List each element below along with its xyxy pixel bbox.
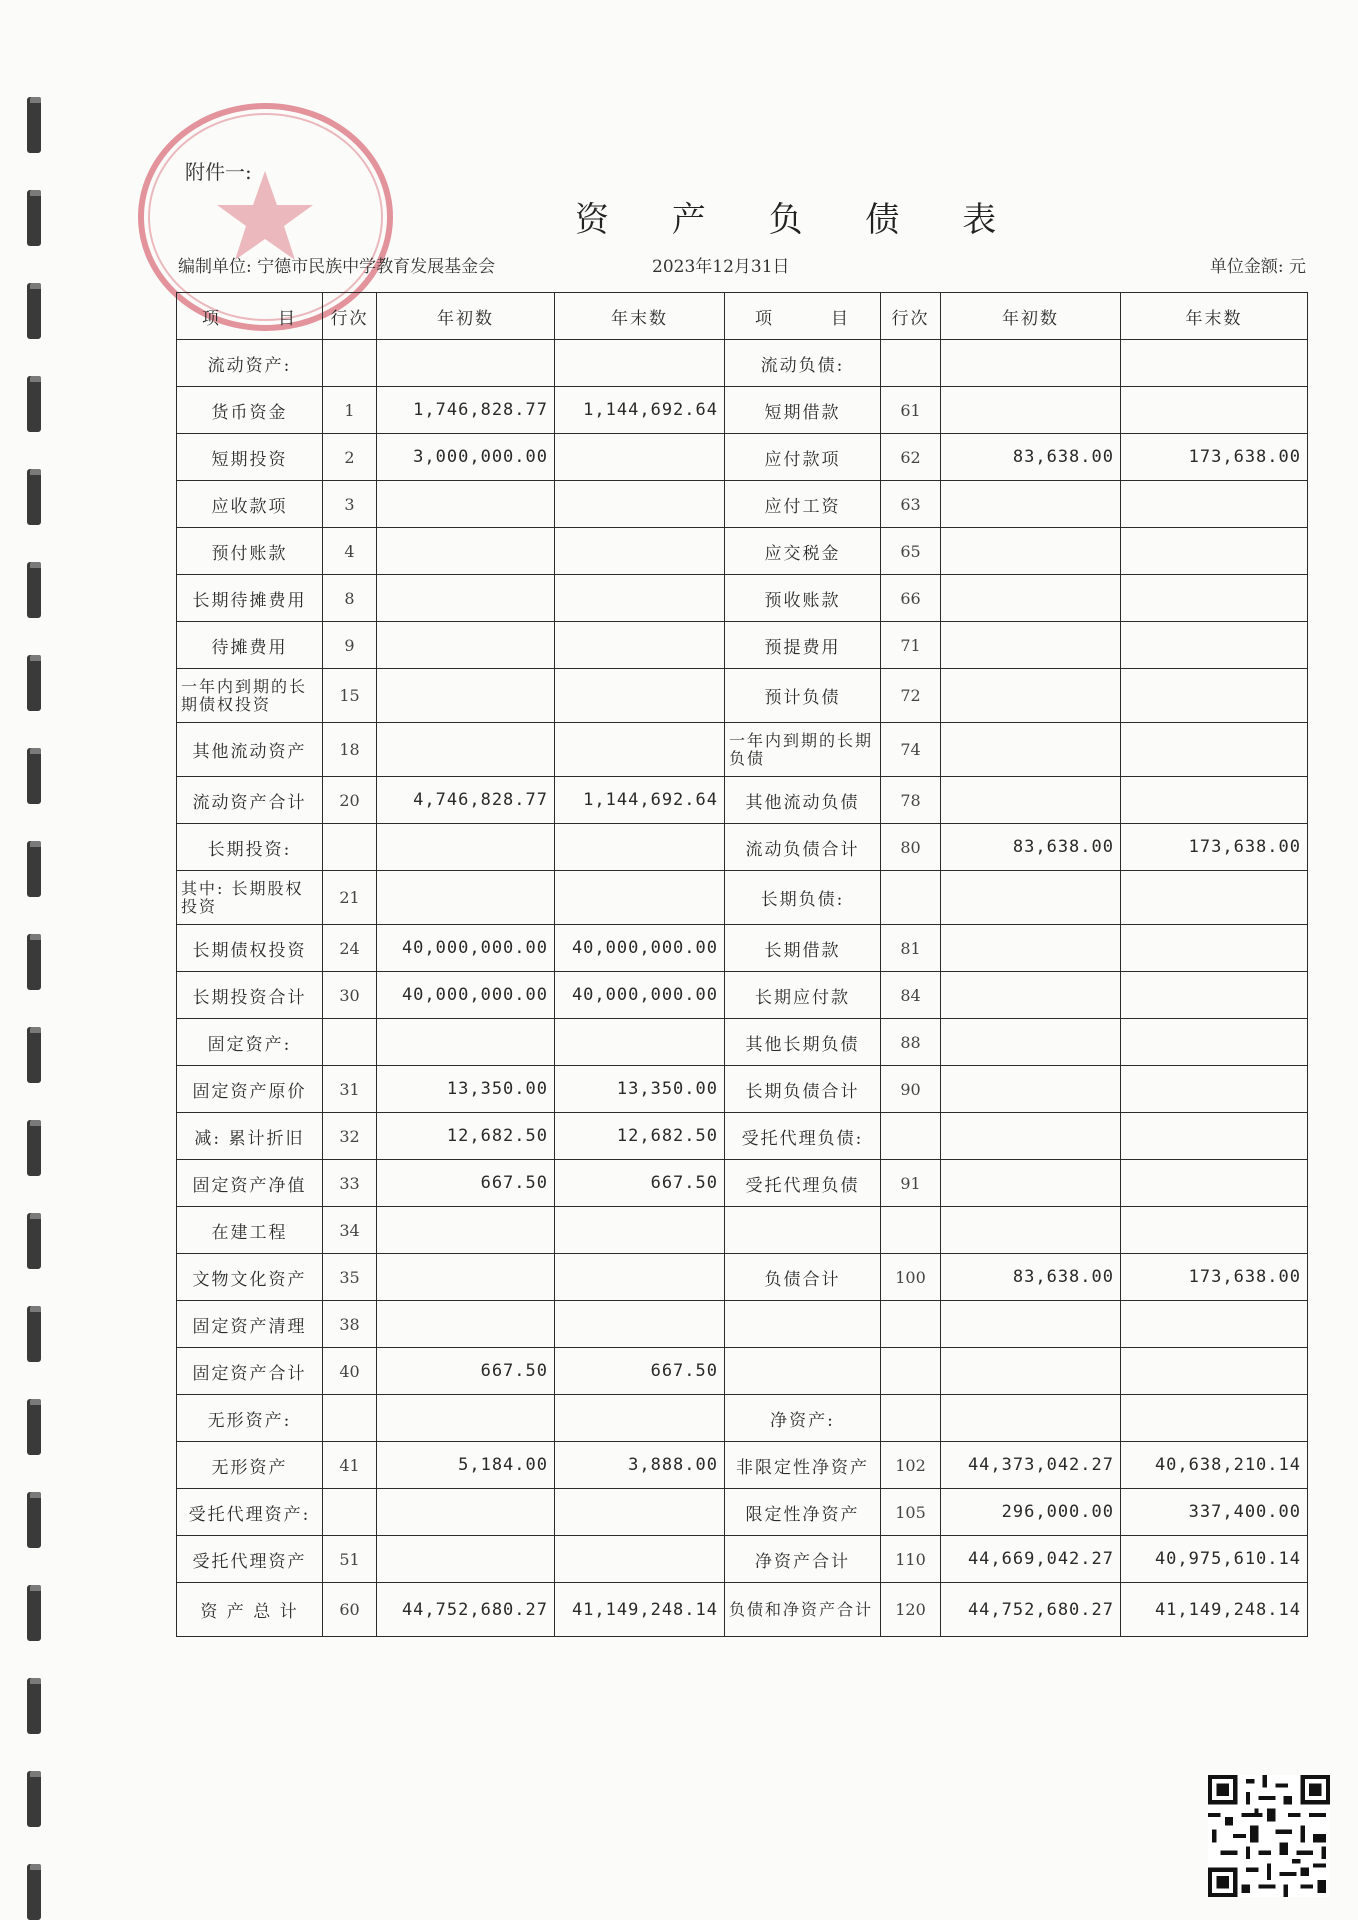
liability-line-no: 74 [881,723,941,777]
balance-sheet-table [176,292,1308,1637]
liability-end-balance [1121,972,1308,1019]
liability-end-balance [1121,622,1308,669]
liability-begin-balance [941,340,1121,387]
liability-item: 短期借款 [725,387,881,434]
liability-item: 应付工资 [725,481,881,528]
liability-begin-balance [941,1113,1121,1160]
liability-line-no: 71 [881,622,941,669]
asset-line-no: 15 [323,669,377,723]
asset-item: 长期待摊费用 [177,575,323,622]
binding-hole [27,934,41,990]
asset-end-balance: 667.50 [555,1348,725,1395]
asset-line-no: 3 [323,481,377,528]
liability-line-no: 81 [881,925,941,972]
asset-begin-balance [377,575,555,622]
asset-end-balance: 40,000,000.00 [555,972,725,1019]
asset-item: 待摊费用 [177,622,323,669]
binding-hole [27,562,41,618]
binding-hole [27,1492,41,1548]
liability-end-balance [1121,669,1308,723]
liability-line-no: 72 [881,669,941,723]
table-row [177,925,1308,972]
header-end-balance: 年末数 [555,293,725,340]
table-row [177,622,1308,669]
header-item: 项 目 [177,293,323,340]
asset-item: 长期债权投资 [177,925,323,972]
asset-item: 其他流动资产 [177,723,323,777]
header-line-no: 行次 [881,293,941,340]
liability-line-no [881,1113,941,1160]
asset-item: 一年内到期的长期债权投资 [177,669,323,723]
liability-begin-balance [941,1066,1121,1113]
table-row [177,723,1308,777]
table-row [177,1113,1308,1160]
liability-item: 应交税金 [725,528,881,575]
liability-begin-balance [941,871,1121,925]
liability-item: 预计负债 [725,669,881,723]
liability-item: 一年内到期的长期负债 [725,723,881,777]
asset-item: 其中: 长期股权投资 [177,871,323,925]
liability-item: 净资产合计 [725,1536,881,1583]
asset-end-balance [555,528,725,575]
asset-item: 受托代理资产 [177,1536,323,1583]
liability-item: 其他长期负债 [725,1019,881,1066]
asset-line-no [323,1395,377,1442]
asset-begin-balance: 667.50 [377,1160,555,1207]
asset-begin-balance: 1,746,828.77 [377,387,555,434]
table-row [177,972,1308,1019]
liability-end-balance: 40,638,210.14 [1121,1442,1308,1489]
asset-begin-balance: 3,000,000.00 [377,434,555,481]
table-row [177,1395,1308,1442]
asset-begin-balance: 4,746,828.77 [377,777,555,824]
asset-item: 资 产 总 计 [177,1583,323,1637]
asset-line-no: 20 [323,777,377,824]
asset-item: 应收款项 [177,481,323,528]
binding-hole [27,1864,41,1920]
table-row [177,387,1308,434]
liability-end-balance [1121,723,1308,777]
asset-line-no: 33 [323,1160,377,1207]
asset-item: 流动资产: [177,340,323,387]
asset-item: 无形资产 [177,1442,323,1489]
binding-hole [27,376,41,432]
binding-hole [27,748,41,804]
asset-begin-balance: 44,752,680.27 [377,1583,555,1637]
liability-item: 预收账款 [725,575,881,622]
asset-begin-balance [377,1301,555,1348]
liability-item: 净资产: [725,1395,881,1442]
liability-item [725,1207,881,1254]
liability-line-no: 105 [881,1489,941,1536]
table-row [177,434,1308,481]
liability-end-balance: 173,638.00 [1121,824,1308,871]
liability-item: 限定性净资产 [725,1489,881,1536]
asset-begin-balance [377,1254,555,1301]
table-row [177,1301,1308,1348]
asset-end-balance [555,1395,725,1442]
liability-end-balance [1121,528,1308,575]
header-line-no: 行次 [323,293,377,340]
asset-begin-balance [377,1536,555,1583]
asset-line-no: 4 [323,528,377,575]
asset-end-balance [555,871,725,925]
table-row [177,1207,1308,1254]
binding-hole [27,1771,41,1827]
liability-end-balance [1121,1301,1308,1348]
asset-begin-balance: 667.50 [377,1348,555,1395]
asset-end-balance [555,723,725,777]
asset-line-no: 2 [323,434,377,481]
asset-end-balance [555,622,725,669]
liability-item: 长期负债合计 [725,1066,881,1113]
liability-begin-balance [941,1019,1121,1066]
asset-item: 长期投资: [177,824,323,871]
asset-line-no: 8 [323,575,377,622]
liability-item: 应付款项 [725,434,881,481]
liability-end-balance: 173,638.00 [1121,1254,1308,1301]
seal-inner-ring [148,113,383,321]
liability-item [725,1301,881,1348]
liability-begin-balance: 83,638.00 [941,434,1121,481]
asset-begin-balance: 40,000,000.00 [377,925,555,972]
binding-hole [27,1213,41,1269]
binding-hole [27,1306,41,1362]
asset-item: 固定资产: [177,1019,323,1066]
binding-hole [27,841,41,897]
liability-begin-balance [941,575,1121,622]
liability-line-no: 91 [881,1160,941,1207]
table-row [177,1254,1308,1301]
liability-end-balance [1121,1160,1308,1207]
asset-end-balance [555,1254,725,1301]
liability-item: 长期应付款 [725,972,881,1019]
liability-end-balance [1121,777,1308,824]
asset-line-no [323,1019,377,1066]
asset-item: 固定资产合计 [177,1348,323,1395]
asset-begin-balance [377,622,555,669]
liability-line-no: 110 [881,1536,941,1583]
asset-end-balance [555,481,725,528]
liability-end-balance [1121,1066,1308,1113]
liability-line-no [881,871,941,925]
header-end-balance: 年末数 [1121,293,1308,340]
liability-line-no: 80 [881,824,941,871]
attachment-label: 附件一: [185,160,252,184]
table-row [177,1536,1308,1583]
asset-end-balance [555,824,725,871]
table-row [177,481,1308,528]
asset-end-balance: 13,350.00 [555,1066,725,1113]
asset-line-no [323,340,377,387]
liability-item: 受托代理负债 [725,1160,881,1207]
liability-end-balance: 173,638.00 [1121,434,1308,481]
asset-end-balance: 1,144,692.64 [555,387,725,434]
liability-end-balance [1121,1395,1308,1442]
asset-begin-balance: 13,350.00 [377,1066,555,1113]
liability-begin-balance [941,481,1121,528]
verification-qr-code [1208,1775,1330,1897]
binding-hole [27,1120,41,1176]
header-begin-balance: 年初数 [377,293,555,340]
binding-hole [27,469,41,525]
asset-line-no: 35 [323,1254,377,1301]
liability-item: 负债和净资产合计 [725,1583,881,1637]
asset-line-no: 24 [323,925,377,972]
liability-begin-balance [941,1348,1121,1395]
liability-begin-balance: 44,752,680.27 [941,1583,1121,1637]
table-row [177,777,1308,824]
asset-item: 减: 累计折旧 [177,1113,323,1160]
liability-line-no: 102 [881,1442,941,1489]
header-item: 项 目 [725,293,881,340]
table-row [177,871,1308,925]
liability-begin-balance [941,669,1121,723]
liability-end-balance [1121,871,1308,925]
header-begin-balance: 年初数 [941,293,1121,340]
asset-item: 固定资产净值 [177,1160,323,1207]
asset-begin-balance: 12,682.50 [377,1113,555,1160]
asset-item: 固定资产清理 [177,1301,323,1348]
asset-item: 无形资产: [177,1395,323,1442]
binding-hole [27,1678,41,1734]
liability-begin-balance [941,972,1121,1019]
organization-label: 编制单位: 宁德市民族中学教育发展基金会 [178,257,496,277]
asset-line-no: 31 [323,1066,377,1113]
liability-begin-balance: 83,638.00 [941,824,1121,871]
asset-line-no: 60 [323,1583,377,1637]
liability-end-balance [1121,481,1308,528]
asset-item: 长期投资合计 [177,972,323,1019]
asset-end-balance: 12,682.50 [555,1113,725,1160]
liability-begin-balance: 44,373,042.27 [941,1442,1121,1489]
table-row [177,1442,1308,1489]
asset-item: 短期投资 [177,434,323,481]
liability-line-no: 120 [881,1583,941,1637]
liability-line-no [881,1348,941,1395]
asset-begin-balance [377,528,555,575]
liability-begin-balance [941,777,1121,824]
asset-begin-balance [377,1489,555,1536]
binding-hole [27,1585,41,1641]
asset-begin-balance [377,871,555,925]
liability-begin-balance [941,723,1121,777]
binding-hole [27,97,41,153]
asset-line-no: 38 [323,1301,377,1348]
asset-begin-balance [377,1207,555,1254]
liability-end-balance [1121,575,1308,622]
asset-line-no: 21 [323,871,377,925]
liability-line-no: 84 [881,972,941,1019]
liability-begin-balance [941,1395,1121,1442]
asset-end-balance: 40,000,000.00 [555,925,725,972]
asset-end-balance [555,575,725,622]
liability-item: 非限定性净资产 [725,1442,881,1489]
liability-line-no [881,1395,941,1442]
table-row [177,528,1308,575]
asset-end-balance [555,1536,725,1583]
liability-line-no: 62 [881,434,941,481]
liability-item: 预提费用 [725,622,881,669]
asset-line-no: 9 [323,622,377,669]
liability-line-no: 61 [881,387,941,434]
asset-begin-balance [377,481,555,528]
liability-begin-balance [941,387,1121,434]
liability-end-balance [1121,1348,1308,1395]
report-date: 2023年12月31日 [652,257,790,277]
table-row [177,824,1308,871]
table-row [177,1019,1308,1066]
liability-begin-balance: 296,000.00 [941,1489,1121,1536]
liability-begin-balance [941,1207,1121,1254]
table-row [177,1066,1308,1113]
liability-begin-balance [941,622,1121,669]
page-title: 资 产 负 债 表 [575,200,1023,240]
asset-line-no [323,824,377,871]
asset-item: 预付账款 [177,528,323,575]
asset-item: 文物文化资产 [177,1254,323,1301]
table-row [177,575,1308,622]
liability-line-no: 66 [881,575,941,622]
table-row [177,669,1308,723]
liability-end-balance: 337,400.00 [1121,1489,1308,1536]
liability-end-balance [1121,1113,1308,1160]
liability-line-no: 65 [881,528,941,575]
asset-begin-balance [377,669,555,723]
asset-item: 流动资产合计 [177,777,323,824]
liability-item: 流动负债: [725,340,881,387]
liability-end-balance [1121,925,1308,972]
asset-end-balance: 667.50 [555,1160,725,1207]
binding-hole [27,655,41,711]
asset-begin-balance [377,1019,555,1066]
liability-end-balance [1121,340,1308,387]
liability-item: 长期负债: [725,871,881,925]
asset-item: 受托代理资产: [177,1489,323,1536]
liability-line-no [881,340,941,387]
liability-begin-balance: 83,638.00 [941,1254,1121,1301]
liability-item: 受托代理负债: [725,1113,881,1160]
liability-item: 长期借款 [725,925,881,972]
liability-end-balance [1121,1207,1308,1254]
binding-hole [27,1399,41,1455]
asset-line-no: 18 [323,723,377,777]
table-row [177,340,1308,387]
liability-line-no [881,1207,941,1254]
asset-begin-balance [377,340,555,387]
table-row [177,1348,1308,1395]
currency-unit: 单位金额: 元 [1209,257,1306,277]
asset-end-balance: 1,144,692.64 [555,777,725,824]
asset-end-balance [555,1489,725,1536]
asset-end-balance: 3,888.00 [555,1442,725,1489]
liability-line-no [881,1301,941,1348]
asset-begin-balance: 5,184.00 [377,1442,555,1489]
liability-end-balance [1121,1019,1308,1066]
asset-line-no: 40 [323,1348,377,1395]
liability-end-balance: 40,975,610.14 [1121,1536,1308,1583]
asset-line-no: 1 [323,387,377,434]
table-header-row [177,293,1308,340]
asset-line-no: 34 [323,1207,377,1254]
asset-end-balance [555,1301,725,1348]
asset-item: 在建工程 [177,1207,323,1254]
asset-line-no: 32 [323,1113,377,1160]
binding-hole [27,283,41,339]
asset-line-no: 30 [323,972,377,1019]
asset-end-balance [555,1019,725,1066]
asset-item: 货币资金 [177,387,323,434]
liability-item: 流动负债合计 [725,824,881,871]
asset-line-no [323,1489,377,1536]
liability-end-balance: 41,149,248.14 [1121,1583,1308,1637]
binding-hole [27,1027,41,1083]
table-row [177,1583,1308,1637]
asset-line-no: 51 [323,1536,377,1583]
liability-item: 负债合计 [725,1254,881,1301]
asset-end-balance: 41,149,248.14 [555,1583,725,1637]
liability-line-no: 88 [881,1019,941,1066]
binding-hole [27,190,41,246]
liability-line-no: 100 [881,1254,941,1301]
asset-begin-balance: 40,000,000.00 [377,972,555,1019]
liability-item [725,1348,881,1395]
liability-begin-balance: 44,669,042.27 [941,1536,1121,1583]
asset-end-balance [555,434,725,481]
asset-item: 固定资产原价 [177,1066,323,1113]
liability-begin-balance [941,1160,1121,1207]
liability-begin-balance [941,925,1121,972]
liability-begin-balance [941,1301,1121,1348]
asset-begin-balance [377,1395,555,1442]
liability-line-no: 90 [881,1066,941,1113]
asset-begin-balance [377,824,555,871]
liability-end-balance [1121,387,1308,434]
asset-end-balance [555,1207,725,1254]
liability-line-no: 78 [881,777,941,824]
table-row [177,1489,1308,1536]
asset-end-balance [555,669,725,723]
asset-begin-balance [377,723,555,777]
asset-line-no: 41 [323,1442,377,1489]
liability-item: 其他流动负债 [725,777,881,824]
table-row [177,1160,1308,1207]
asset-end-balance [555,340,725,387]
liability-begin-balance [941,528,1121,575]
liability-line-no: 63 [881,481,941,528]
